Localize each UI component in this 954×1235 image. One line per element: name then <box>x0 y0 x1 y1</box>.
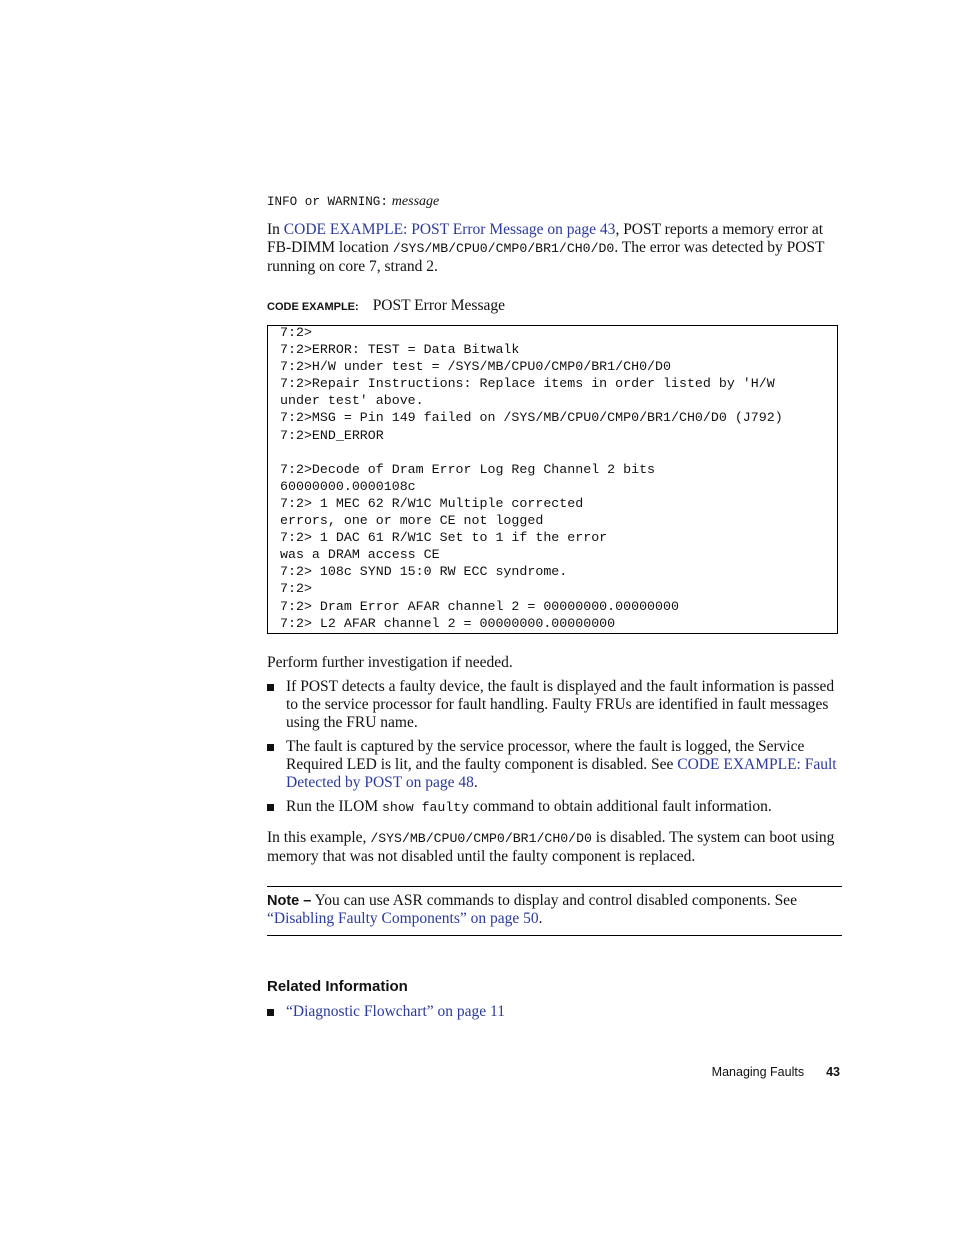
para3-suffix: is disabled. The system can boot using memory that was not disabled until the faulty component is replaced. <box>267 829 835 865</box>
list-item <box>267 678 842 732</box>
disabling-components-link[interactable]: “Disabling Faulty Components” on page 50 <box>267 910 539 927</box>
bullet-icon <box>267 804 274 811</box>
note-end: . <box>538 910 543 927</box>
bullet-icon <box>267 744 274 751</box>
page-number: 43 <box>826 1065 840 1079</box>
bullet-text: If POST detects a faulty device, the fault is displayed and the fault information is passed to the service processor for fault handling. Faulty FRUs are identified in fault messages using the FRU name. <box>286 678 835 731</box>
bullet-text: The fault is captured by the service processor, where the fault is logged, the Service Required LED is lit, and the faulty component is disabled. See <box>286 738 805 773</box>
diagnostic-flowchart-link[interactable]: “Diagnostic Flowchart” on page 11 <box>286 1003 505 1020</box>
bullet-text: Run the ILOM <box>286 798 383 815</box>
fault-bullets <box>267 678 842 823</box>
para3-prefix: In this example, <box>267 829 371 846</box>
info-message: message <box>391 194 440 209</box>
show-faulty-command: show faulty <box>382 800 470 815</box>
para1-mid: , POST reports a memory error at FB-DIMM location <box>267 221 824 256</box>
info-code: INFO or WARNING: <box>267 195 388 209</box>
fault-detected-link[interactable]: CODE EXAMPLE: Fault Detected by POST on page 48 <box>286 756 837 791</box>
bullet-icon <box>267 684 274 691</box>
para1-prefix: In <box>267 221 284 238</box>
code-caption-label: CODE EXAMPLE: <box>267 301 359 313</box>
bullet-text-end: command to obtain additional fault information. <box>469 798 772 815</box>
para1-suffix: . The error was detected by POST running on core 7, strand 2. <box>267 239 825 275</box>
note-text: You can use ASR commands to display and control disabled components. See <box>311 892 797 909</box>
investigation-paragraph: Perform further investigation if needed. <box>267 654 513 671</box>
bullet-icon <box>267 1009 274 1016</box>
note-box <box>267 886 842 936</box>
page-footer <box>600 1063 840 1081</box>
bullet-end: . <box>473 774 478 791</box>
info-line <box>267 192 439 211</box>
related-bullets <box>267 1003 842 1027</box>
example-paragraph <box>267 829 842 866</box>
code-example-box <box>267 325 838 634</box>
code-example-link[interactable]: CODE EXAMPLE: POST Error Message on page 43 <box>283 221 616 238</box>
list-item <box>267 798 842 817</box>
code-caption <box>267 297 505 316</box>
code-block: 7:2> 7:2>ERROR: TEST = Data Bitwalk 7:2>H/W under test = /SYS/MB/CPU0/CMP0/BR1/CH0/D0 7:2>Repair Instructions: Replace items in order listed by 'H/W under test' above. 7:2>MSG = Pin 149 failed on /SYS/MB/CPU0/CMP0/BR1/CH0/D0 (J792) 7:2>END_ERROR 7:2>Decode of Dram Error Log Reg Channel 2 bits 60000000.0000108c 7:2> 1 MEC 62 R/W1C Multiple corrected errors, one or more CE not logged 7:2> 1 DAC 61 R/W1C Set to 1 if the error was a DRAM access CE 7:2> 108c SYND 15:0 RW ECC syndrome. 7:2> 7:2> Dram Error AFAR channel 2 = 00000000.00000000 7:2> L2 AFAR channel 2 = 00000000.00000000 <box>280 325 783 631</box>
list-item <box>267 738 842 792</box>
note-label: Note – <box>267 893 312 909</box>
related-information-heading: Related Information <box>267 978 408 995</box>
code-caption-title: POST Error Message <box>372 297 505 314</box>
list-item <box>267 1003 842 1021</box>
intro-paragraph <box>267 221 842 276</box>
footer-section: Managing Faults <box>711 1065 805 1079</box>
disabled-path: /SYS/MB/CPU0/CMP0/BR1/CH0/D0 <box>370 831 592 846</box>
fbdimm-path: /SYS/MB/CPU0/CMP0/BR1/CH0/D0 <box>392 241 615 256</box>
